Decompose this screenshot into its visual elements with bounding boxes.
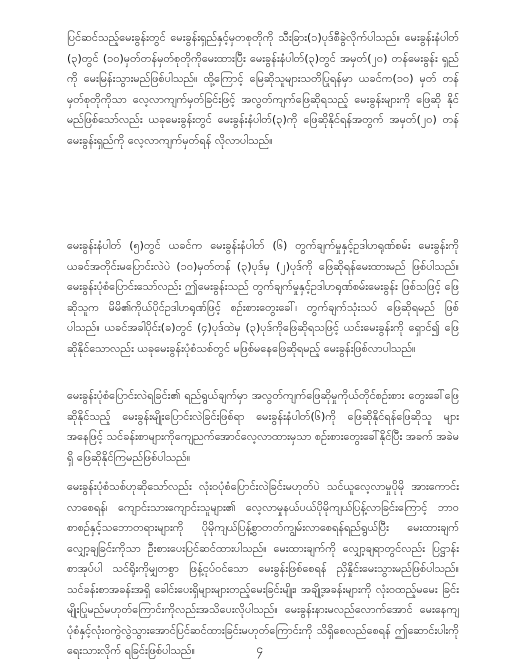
paragraph-4: မေးခွန်းပုံစံသစ်ဟုဆိုသော်လည်း လုံးဝပုံစံပြောင်းလဲခြင်းမဟုတ်ပဲ သင်ယူလေ့လာမှုပိုမို အားကောင်းလာစေရန်၊ ကျောင်းသားကျောင်းသူများ၏ လေ့လာမှုနယ်ပယ်ပိုမိုကျယ်ပြန့်လာခြင်းကြောင့် ဘာဝစာစဉ်နှင့်သဘောတရားများကို ပိုမိုကျယ်ပြန့်စွာတတ်ကျွမ်းလာစေရန်ရည်ရွယ်ပြီး မေးထားချက် လျှော့ချခြင်းကိုသာ ဦးစားပေးပြင်ဆင်ထားပါသည်။ မေးထားချက်ကို လျှော့ချရာတွင်လည်း ပြဋ္ဌာန်း စာအုပ်ပါ သင်ရိုးကိုမျှတစွာ ဖြန့်ငုပ်ဝင်သော မေးခွန်းဖြစ်စေရန် ညှိနှိုင်းမေးသွားမည်ဖြစ်ပါသည်။ သင်ခန်းစာအခန်းအရှိ ခေါင်းပေးရှိများများတည့်မေးခြင်းမျိုး၊ အချို့အခန်းများကို လုံးဝထည့်မမေး ခြင်းမျိုးပြုမည်မဟုတ်ကြောင်းကိုလည်းအသိပေးလိုပါသည်။ မေးခွန်းနားမလည်လောက်အောင် မေးနေကျ ပုံစံနှင့်လုံးဝကွဲလွဲသွားအောင်ပြင်ဆင်ထားခြင်းမဟုတ်ကြောင်းကို သိရှိစေလည်စေရန် ဤဆောင်းပါးကို ရေးသားလိုက် ရခြင်းဖြစ်ပါသည်။ [67, 480, 459, 657]
paragraph-2: မေးခွန်းနံပါတ် (၅)တွင် ယခင်က မေးခွန်းနံပါတ် (၆) တွက်ချက်မှုနှင့်ဥဒါဟရုဏ်စမ်း မေးခွန်းကို ယခင်အတိုင်းမပြောင်းလဲပဲ (၁၀)မှတ်တန် (၃)ပုဒ်မှ (၂)ပုဒ်ကို ဖြေဆိုရန်မေးထားမည် ဖြစ်ပါသည်။ မေးခွန်းပုံစံပြောင်းသော်လည်း ဤမေးခွန်းသည် တွက်ချက်မှုနှင့်ဥဒါဟရုဏ်စမ်းမေးခွန်း ဖြစ်သဖြင့် ဖြေဆိုသူက မိမိ၏ကိုယ်ပိုင်ဥဒါဟရုဏ်ဖြင့် စဉ်းစားတွေးခေါ်၊ တွက်ချက်သုံးသပ် ဖြေဆိုရမည် ဖြစ်ပါသည်။ ယခင်အခါပိုင်း(ခ)တွင် (၄)ပုဒ်ထဲမှ (၃)ပုဒ်ကိုဖြေဆိုရသဖြင့် ယင်းမေးခွန်းကို ရှောင်၍ ဖြေဆိုနိုင်သောလည်း ယခုမေးခွန်းပုံစံသစ်တွင် မဖြစ်မနေဖြေဆိုရမည့် မေးခွန်းဖြစ်လာပါသည်။ [67, 239, 459, 355]
paragraph-1: ပြင်ဆင်သည့်မေးခွန်းတွင် မေးခွန်းရှည်နှင့်မှတစုတိုကို သီးခြား(၁)ပုဒ်စီခွဲလိုက်ပါသည်။ မေးခွန်းနံပါတ် (၃)တွင် (၁၀)မှတ်တန်မှတ်စုတိုကိုမေးထားပြီး မေးခွန်းနံပါတ်(၃)တွင် အမှတ်(၂၀) တန်မေးခွန်း ရှည်ကို မေးမြန်းသွားမည်ဖြစ်ပါသည်။ ထို့ကြောင့် မြေဆိုသူများသတိပြုရန်မှာ ယခင်က(၁၀) မှတ် တန်မှတ်စုတိုကိုသာ လေ့လာကျက်မှတ်ခြင်းဖြင့် အလွတ်ကျက်ဖြေဆိုရသည့် မေးခွန်းများကို ဖြေဆို နိုင်မည်ဖြစ်သော်လည်း ယခုမေးခွန်းတွင် မေးခွန်းနံပါတ်(၃)ကို ဖြေဆိုနိုင်ရန်အတွက် အမှတ်(၂၀) တန်မေးခွန်းရှည်ကို လေ့လာကျက်မှတ်ရန် လိုလာပါသည်။ [67, 31, 459, 147]
page-number: ၄ [256, 642, 263, 656]
paragraph-3: မေးခွန်းပုံစံပြောင်းလဲရခြင်း၏ ရည်ရွယ်ချက်မှာ အလွတ်ကျက်ဖြေဆိုမှုကိုယ်တိုင်စဉ်းစား တွေးခေါ်ဖြေဆိုနိုင်သည့် မေးခွန်းမျိုးပြောင်းလဲခြင်းဖြစ်ရာ မေးခွန်းနံပါတ်(၆)ကို ဖြေဆိုနိုင်ရန်ဖြေဆိုသူ များအနေဖြင့် သင်ခန်းစာများကိုကျေညက်အောင်လေ့လာထားမှသာ စဉ်းစားတွေးခေါ်နိုင်ပြီး အခက် အခဲမရှိ ဖြေဆိုနိုင်ကြမည်ဖြစ်ပါသည်။ [67, 389, 459, 464]
